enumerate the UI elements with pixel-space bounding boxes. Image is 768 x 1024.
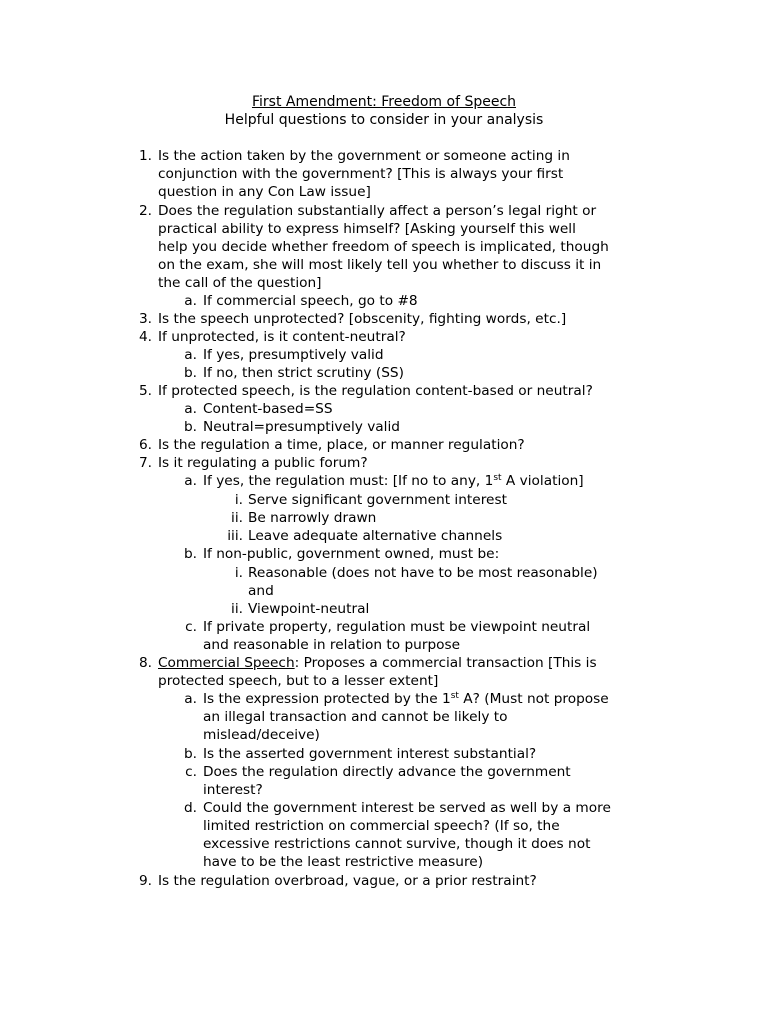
sub-sub-item-text-line: and [248, 583, 274, 599]
question-5-sub-b [183, 418, 400, 436]
sub-item-text-line: interest? [203, 782, 263, 798]
question-text-line: Is the action taken by the government or someone acting in [158, 148, 570, 164]
question-9 [138, 872, 537, 890]
sub-item-text-end: A violation] [501, 473, 584, 489]
sub-item-text-line: Does the regulation directly advance the government [203, 764, 571, 780]
list-number: 8. [138, 655, 152, 671]
list-letter: b. [183, 746, 197, 762]
question-7-sub-a [184, 472, 584, 490]
sub-item-text: Content-based=SS [203, 401, 333, 417]
question-3 [138, 310, 567, 328]
question-text-line: If unprotected, is it content-neutral? [158, 329, 406, 345]
question-7-sub-b [183, 545, 500, 563]
question-text-line: practical ability to express himself? [Asking yourself this well [158, 221, 576, 237]
sub-item-text: Is the asserted government interest substantial? [203, 746, 537, 762]
question-2-sub-a [184, 292, 418, 310]
sub-sub-item-text-line: Reasonable (does not have to be most reasonable) [248, 565, 598, 581]
sub-sub-item-text: Leave adequate alternative channels [248, 528, 503, 544]
list-roman: i. [234, 565, 243, 581]
list-letter: b. [183, 419, 197, 435]
sub-item-text: If non-public, government owned, must be: [203, 546, 500, 562]
commercial-speech-heading: Commercial Speech [158, 655, 295, 671]
question-7-sub-a-iii [227, 527, 503, 545]
question-4-sub-b [183, 364, 404, 382]
question-text-line: help you decide whether freedom of speech is implicated, though [158, 239, 609, 255]
question-8-sub-b [183, 745, 537, 763]
list-letter: a. [184, 401, 197, 417]
question-1 [138, 147, 570, 201]
list-number: 1. [138, 148, 152, 164]
sub-item-text-line: an illegal transaction and cannot be likely to [203, 709, 508, 725]
question-text-line: conjunction with the government? [This is always your first [158, 166, 564, 182]
sub-item-text-line: Could the government interest be served as well by a more [203, 800, 611, 816]
question-7-sub-c [185, 618, 591, 654]
list-letter: b. [183, 546, 197, 562]
sub-item-text-line: have to be the least restrictive measure) [203, 854, 484, 870]
list-letter: b. [183, 365, 197, 381]
list-roman: ii. [231, 510, 243, 526]
sub-item-text-end: A? (Must not propose [458, 691, 609, 707]
question-7 [138, 454, 368, 472]
question-7-sub-b-ii [231, 600, 370, 618]
list-letter: a. [184, 691, 197, 707]
sub-item-text-line [203, 690, 609, 708]
question-4-sub-a [184, 346, 384, 364]
list-letter: d. [183, 800, 197, 816]
list-letter: a. [184, 347, 197, 363]
sub-item-text-line: and reasonable in relation to purpose [203, 637, 461, 653]
list-number: 4. [138, 329, 152, 345]
question-4 [138, 328, 406, 346]
question-text-line: If protected speech, is the regulation content-based or neutral? [158, 383, 593, 399]
list-letter: c. [185, 764, 197, 780]
question-text-line: Is the regulation overbroad, vague, or a prior restraint? [158, 873, 537, 889]
list-number: 7. [138, 455, 152, 471]
question-text-line: question in any Con Law issue] [158, 184, 371, 200]
question-7-sub-a-i [234, 491, 507, 509]
sub-item-text: If yes, presumptively valid [203, 347, 384, 363]
question-text-line: Is the speech unprotected? [obscenity, fighting words, etc.] [158, 311, 567, 327]
list-roman: i. [234, 492, 243, 508]
list-roman: iii. [227, 528, 243, 544]
question-text-rest: : Proposes a commercial transaction [This is [294, 655, 597, 671]
question-7-sub-a-ii [231, 509, 377, 527]
question-2 [138, 202, 609, 292]
list-number: 2. [138, 203, 152, 219]
question-text-line: Does the regulation substantially affect a person’s legal right or [158, 203, 597, 219]
question-8-sub-a [184, 690, 609, 744]
list-letter: c. [185, 619, 197, 635]
sub-sub-item-text: Serve significant government interest [248, 492, 507, 508]
sub-sub-item-text: Be narrowly drawn [248, 510, 377, 526]
list-number: 3. [138, 311, 152, 327]
sub-item-text: If commercial speech, go to #8 [203, 293, 418, 309]
document-subtitle: Helpful questions to consider in your analysis [224, 112, 544, 128]
sub-item-text-start: Is the expression protected by the 1 [203, 691, 451, 707]
question-text-line: the call of the question] [158, 275, 322, 291]
question-text-line: Is the regulation a time, place, or manner regulation? [158, 437, 525, 453]
question-8 [138, 654, 597, 690]
question-5 [138, 382, 593, 400]
sub-item-text-start: If yes, the regulation must: [If no to any, 1 [203, 473, 494, 489]
list-number: 5. [138, 383, 152, 399]
question-6 [138, 436, 525, 454]
sub-item-text: If no, then strict scrutiny (SS) [203, 365, 404, 381]
question-8-sub-d [183, 799, 611, 871]
question-text-line: Is it regulating a public forum? [158, 455, 368, 471]
list-roman: ii. [231, 601, 243, 617]
list-letter: a. [184, 473, 197, 489]
sub-item-text-line: mislead/deceive) [203, 727, 320, 743]
superscript-ordinal: st [450, 691, 459, 701]
sub-item-text [203, 472, 584, 490]
sub-item-text-line: If private property, regulation must be viewpoint neutral [203, 619, 591, 635]
question-7-sub-b-i [234, 564, 598, 600]
list-number: 9. [138, 873, 152, 889]
list-number: 6. [138, 437, 152, 453]
question-text-line [158, 654, 597, 672]
question-text-line: on the exam, she will most likely tell you whether to discuss it in [158, 257, 602, 273]
sub-sub-item-text: Viewpoint-neutral [248, 601, 370, 617]
superscript-ordinal: st [493, 473, 502, 483]
question-text-line: protected speech, but to a lesser extent] [158, 673, 439, 689]
question-5-sub-a [184, 400, 333, 418]
sub-item-text: Neutral=presumptively valid [203, 419, 400, 435]
sub-item-text-line: excessive restrictions cannot survive, though it does not [203, 836, 591, 852]
list-letter: a. [184, 293, 197, 309]
document-title: First Amendment: Freedom of Speech [251, 94, 517, 110]
question-8-sub-c [185, 763, 571, 799]
sub-item-text-line: limited restriction on commercial speech? (If so, the [203, 818, 560, 834]
